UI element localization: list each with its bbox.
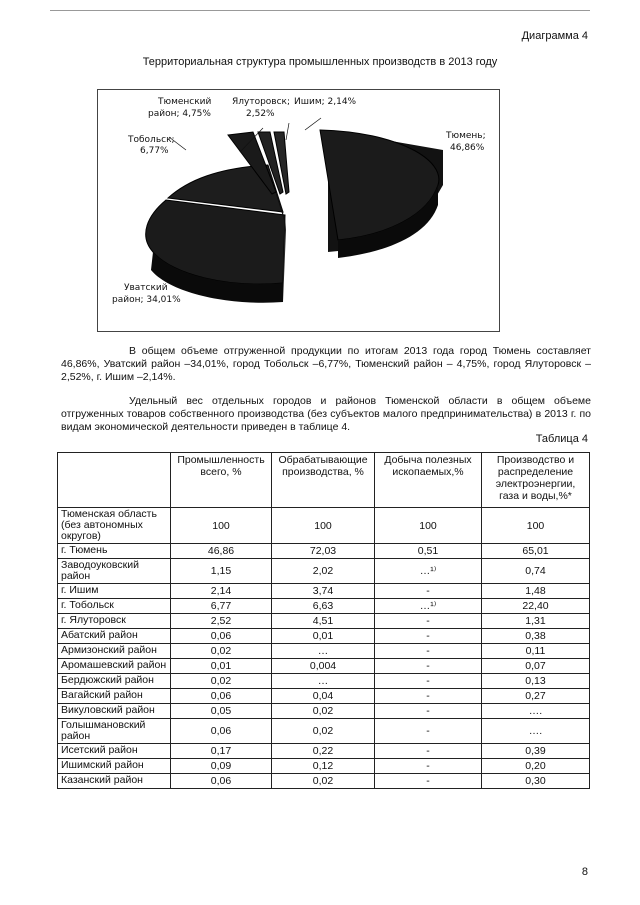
paragraph-intro-table: Удельный вес отдельных городов и районов Тюменской области в общем объеме отгруженных товаров собственного производства (без субъектов малого предпринимательства) в 2013 г. по видам экономической деятельности приведен в таблице 4. xyxy=(61,395,591,433)
value-cell: 0,06 xyxy=(171,689,272,704)
value-cell: 4,51 xyxy=(272,614,375,629)
data-table xyxy=(57,452,590,789)
row-name-cell: Заводоуковский район xyxy=(58,559,171,584)
value-cell: - xyxy=(375,584,482,599)
label-tyumen-raion-1: Тюменский xyxy=(158,97,212,107)
value-cell: - xyxy=(375,644,482,659)
label-tobolsk-1: Тобольск; xyxy=(128,135,175,145)
table-row xyxy=(58,704,590,719)
label-uvat-1: Уватский xyxy=(124,283,168,293)
header-cell: Обрабатывающие производства, % xyxy=(272,453,375,508)
value-cell: 0,02 xyxy=(272,704,375,719)
value-cell: 0,11 xyxy=(482,644,590,659)
table-header-row xyxy=(58,453,590,508)
value-cell: 0,09 xyxy=(171,759,272,774)
value-cell: 0,05 xyxy=(171,704,272,719)
table-row xyxy=(58,774,590,789)
row-name-cell: Армизонский район xyxy=(58,644,171,659)
value-cell: 0,06 xyxy=(171,629,272,644)
value-cell: - xyxy=(375,629,482,644)
value-cell: 0,51 xyxy=(375,544,482,559)
row-name-cell: Казанский район xyxy=(58,774,171,789)
value-cell: 6,77 xyxy=(171,599,272,614)
table-row xyxy=(58,629,590,644)
value-cell: 0,22 xyxy=(272,744,375,759)
value-cell: 72,03 xyxy=(272,544,375,559)
value-cell: …. xyxy=(482,704,590,719)
value-cell: 0,27 xyxy=(482,689,590,704)
row-name-cell: г. Ялуторовск xyxy=(58,614,171,629)
row-name-cell: Исетский район xyxy=(58,744,171,759)
table-row xyxy=(58,614,590,629)
paragraph-summary: В общем объеме отгруженной продукции по итогам 2013 года город Тюмень составляет 46,86%, Уватский район –34,01%, город Тобольск –6,77%, Тюменский район – 4,75%, город Ялуторовск –2,52%, г. Ишим –2,14%. xyxy=(61,345,591,383)
value-cell: 0,02 xyxy=(171,674,272,689)
label-tyumen-1: Тюмень; xyxy=(446,131,486,141)
pie-chart-svg xyxy=(98,90,499,331)
value-cell: 0,01 xyxy=(171,659,272,674)
value-cell: - xyxy=(375,719,482,744)
top-rule xyxy=(50,10,590,11)
value-cell: - xyxy=(375,704,482,719)
value-cell: 0,30 xyxy=(482,774,590,789)
header-cell: Добыча полезных ископаемых,% xyxy=(375,453,482,508)
value-cell: 0,17 xyxy=(171,744,272,759)
table-row xyxy=(58,644,590,659)
table-row xyxy=(58,689,590,704)
row-name-cell: Бердюжский район xyxy=(58,674,171,689)
label-ishim: Ишим; 2,14% xyxy=(294,97,357,107)
value-cell: - xyxy=(375,759,482,774)
value-cell: 1,48 xyxy=(482,584,590,599)
value-cell: 22,40 xyxy=(482,599,590,614)
value-cell: 0,02 xyxy=(171,644,272,659)
value-cell: - xyxy=(375,674,482,689)
row-name-cell: Абатский район xyxy=(58,629,171,644)
value-cell: 0,04 xyxy=(272,689,375,704)
value-cell: - xyxy=(375,614,482,629)
value-cell: …¹⁾ xyxy=(375,599,482,614)
diagram-label: Диаграмма 4 xyxy=(521,30,588,42)
label-tobolsk-2: 6,77% xyxy=(140,146,169,156)
value-cell: 46,86 xyxy=(171,544,272,559)
value-cell: 0,20 xyxy=(482,759,590,774)
table-row xyxy=(58,759,590,774)
table-body xyxy=(58,508,590,789)
label-yalut-2: 2,52% xyxy=(246,109,275,119)
value-cell: 0,06 xyxy=(171,774,272,789)
value-cell: 2,02 xyxy=(272,559,375,584)
value-cell: 0,38 xyxy=(482,629,590,644)
header-cell: Промышленность всего, % xyxy=(171,453,272,508)
row-name-cell: Викуловский район xyxy=(58,704,171,719)
value-cell: 0,06 xyxy=(171,719,272,744)
value-cell: 3,74 xyxy=(272,584,375,599)
value-cell: - xyxy=(375,774,482,789)
value-cell: 0,13 xyxy=(482,674,590,689)
value-cell: 0,01 xyxy=(272,629,375,644)
row-name-cell: г. Тюмень xyxy=(58,544,171,559)
page-number: 8 xyxy=(581,866,588,878)
value-cell: … xyxy=(272,674,375,689)
row-name-cell: г. Ишим xyxy=(58,584,171,599)
label-uvat-2: район; 34,01% xyxy=(112,295,181,305)
pie-chart xyxy=(97,89,500,332)
row-name-cell: Ишимский район xyxy=(58,759,171,774)
value-cell: - xyxy=(375,689,482,704)
chart-title: Территориальная структура промышленных производств в 2013 году xyxy=(142,56,498,68)
value-cell: 6,63 xyxy=(272,599,375,614)
value-cell: 65,01 xyxy=(482,544,590,559)
value-cell: 1,31 xyxy=(482,614,590,629)
value-cell: 2,14 xyxy=(171,584,272,599)
value-cell: 2,52 xyxy=(171,614,272,629)
value-cell: 0,39 xyxy=(482,744,590,759)
value-cell: … xyxy=(272,644,375,659)
value-cell: …. xyxy=(482,719,590,744)
label-yalut-1: Ялуторовск; xyxy=(232,97,291,107)
row-name-cell: Голышмановский район xyxy=(58,719,171,744)
label-tyumen-2: 46,86% xyxy=(450,143,485,153)
header-cell xyxy=(58,453,171,508)
table-row xyxy=(58,659,590,674)
value-cell: 0,02 xyxy=(272,719,375,744)
table-label: Таблица 4 xyxy=(535,433,588,445)
value-cell: 0,12 xyxy=(272,759,375,774)
label-tyumen-raion-2: район; 4,75% xyxy=(148,109,211,119)
header-cell: Производство и распределение электроэнергии, газа и воды,%* xyxy=(482,453,590,508)
table-row xyxy=(58,599,590,614)
table-row xyxy=(58,674,590,689)
table-row xyxy=(58,559,590,584)
table-row xyxy=(58,744,590,759)
value-cell: 0,004 xyxy=(272,659,375,674)
value-cell: 0,07 xyxy=(482,659,590,674)
row-name-cell: Вагайский район xyxy=(58,689,171,704)
table-row xyxy=(58,544,590,559)
value-cell: - xyxy=(375,744,482,759)
row-name-cell: Тюменская область (без автономных округов) xyxy=(58,508,171,544)
table-row xyxy=(58,584,590,599)
value-cell: 100 xyxy=(272,508,375,544)
value-cell: 100 xyxy=(482,508,590,544)
value-cell: 1,15 xyxy=(171,559,272,584)
value-cell: - xyxy=(375,659,482,674)
row-name-cell: г. Тобольск xyxy=(58,599,171,614)
value-cell: 100 xyxy=(171,508,272,544)
row-name-cell: Аромашевский район xyxy=(58,659,171,674)
table-row xyxy=(58,508,590,544)
value-cell: …¹⁾ xyxy=(375,559,482,584)
table-row xyxy=(58,719,590,744)
value-cell: 0,02 xyxy=(272,774,375,789)
value-cell: 100 xyxy=(375,508,482,544)
value-cell: 0,74 xyxy=(482,559,590,584)
